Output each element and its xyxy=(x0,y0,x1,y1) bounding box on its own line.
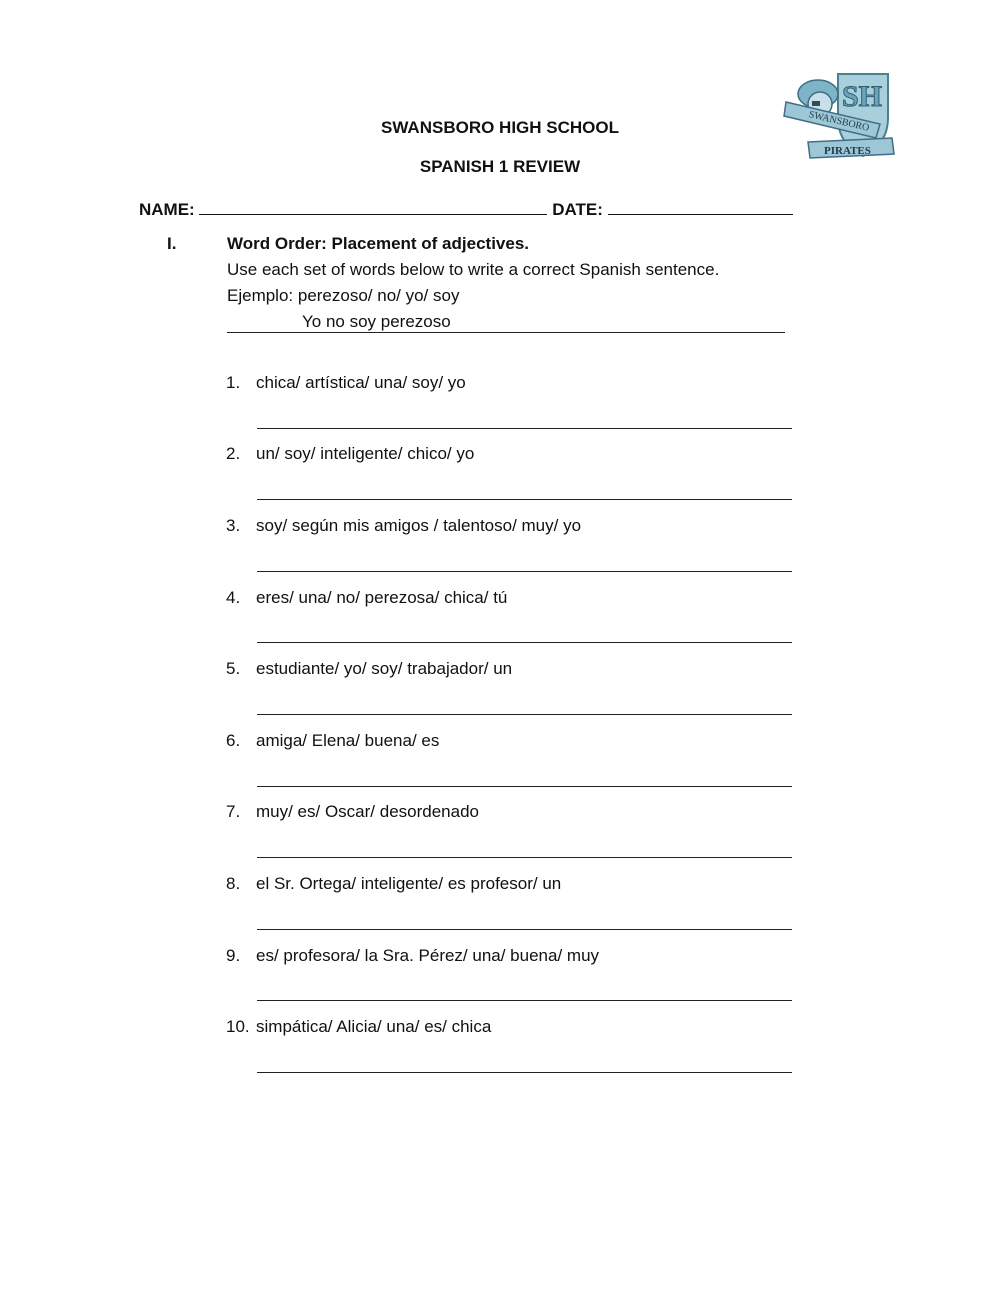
pirate-crest-icon xyxy=(780,66,902,164)
document-title: SPANISH 1 REVIEW xyxy=(419,157,581,176)
school-name: SWANSBORO HIGH SCHOOL xyxy=(380,118,619,137)
item-prompt: soy/ según mis amigos / talentoso/ muy/ yo xyxy=(256,516,582,535)
answer-line[interactable] xyxy=(257,428,792,429)
logo-ribbon-text: SWANSBORO xyxy=(807,109,871,134)
answer-line[interactable] xyxy=(257,714,792,715)
item-prompt: el Sr. Ortega/ inteligente/ es profesor/ un xyxy=(256,874,562,893)
name-field[interactable] xyxy=(199,196,547,215)
example-prompt: Ejemplo: perezoso/ no/ yo/ soy xyxy=(227,286,460,305)
item-number: 6. xyxy=(226,731,241,750)
item-number: 8. xyxy=(226,874,241,893)
section-instruction: Use each set of words below to write a correct Spanish sentence. xyxy=(227,260,720,279)
item-prompt: estudiante/ yo/ soy/ trabajador/ un xyxy=(256,659,513,678)
list-item xyxy=(226,874,796,894)
answer-line[interactable] xyxy=(257,642,792,643)
list-item xyxy=(226,588,796,608)
example-answer-line xyxy=(227,312,785,333)
date-field[interactable] xyxy=(608,196,793,215)
item-number: 9. xyxy=(226,946,241,965)
item-number: 3. xyxy=(226,516,241,535)
answer-line[interactable] xyxy=(257,786,792,787)
item-number: 2. xyxy=(226,444,241,463)
answer-line[interactable] xyxy=(257,499,792,500)
list-item xyxy=(226,946,796,966)
example-answer: Yo no soy perezoso xyxy=(302,312,451,331)
list-item xyxy=(226,373,796,393)
name-date-row xyxy=(139,196,793,220)
item-number: 10. xyxy=(226,1017,250,1036)
item-number: 5. xyxy=(226,659,241,678)
section-heading: Word Order: Placement of adjectives. xyxy=(227,234,529,253)
item-prompt: es/ profesora/ la Sra. Pérez/ una/ buena/ muy xyxy=(256,946,600,965)
list-item xyxy=(226,1017,796,1037)
item-prompt: un/ soy/ inteligente/ chico/ yo xyxy=(256,444,475,463)
list-item xyxy=(226,516,796,536)
item-prompt: amiga/ Elena/ buena/ es xyxy=(256,731,440,750)
section-numeral: I. xyxy=(167,234,177,253)
list-item xyxy=(226,659,796,679)
item-prompt: eres/ una/ no/ perezosa/ chica/ tú xyxy=(256,588,508,607)
item-prompt: simpática/ Alicia/ una/ es/ chica xyxy=(256,1017,492,1036)
answer-line[interactable] xyxy=(257,929,792,930)
item-number: 4. xyxy=(226,588,241,607)
item-number: 1. xyxy=(226,373,241,392)
list-item xyxy=(226,802,796,822)
answer-line[interactable] xyxy=(257,857,792,858)
logo-letters: SH xyxy=(842,80,883,113)
list-item xyxy=(226,731,796,751)
item-prompt: chica/ artística/ una/ soy/ yo xyxy=(256,373,466,392)
logo-banner-text: PIRATES xyxy=(824,145,871,157)
item-prompt: muy/ es/ Oscar/ desordenado xyxy=(256,802,480,821)
name-label: NAME: xyxy=(139,200,195,219)
date-label: DATE: xyxy=(552,200,603,219)
answer-line[interactable] xyxy=(257,571,792,572)
item-number: 7. xyxy=(226,802,241,821)
answer-line[interactable] xyxy=(257,1072,792,1073)
answer-line[interactable] xyxy=(257,1000,792,1001)
school-logo xyxy=(780,66,902,164)
list-item xyxy=(226,444,796,464)
